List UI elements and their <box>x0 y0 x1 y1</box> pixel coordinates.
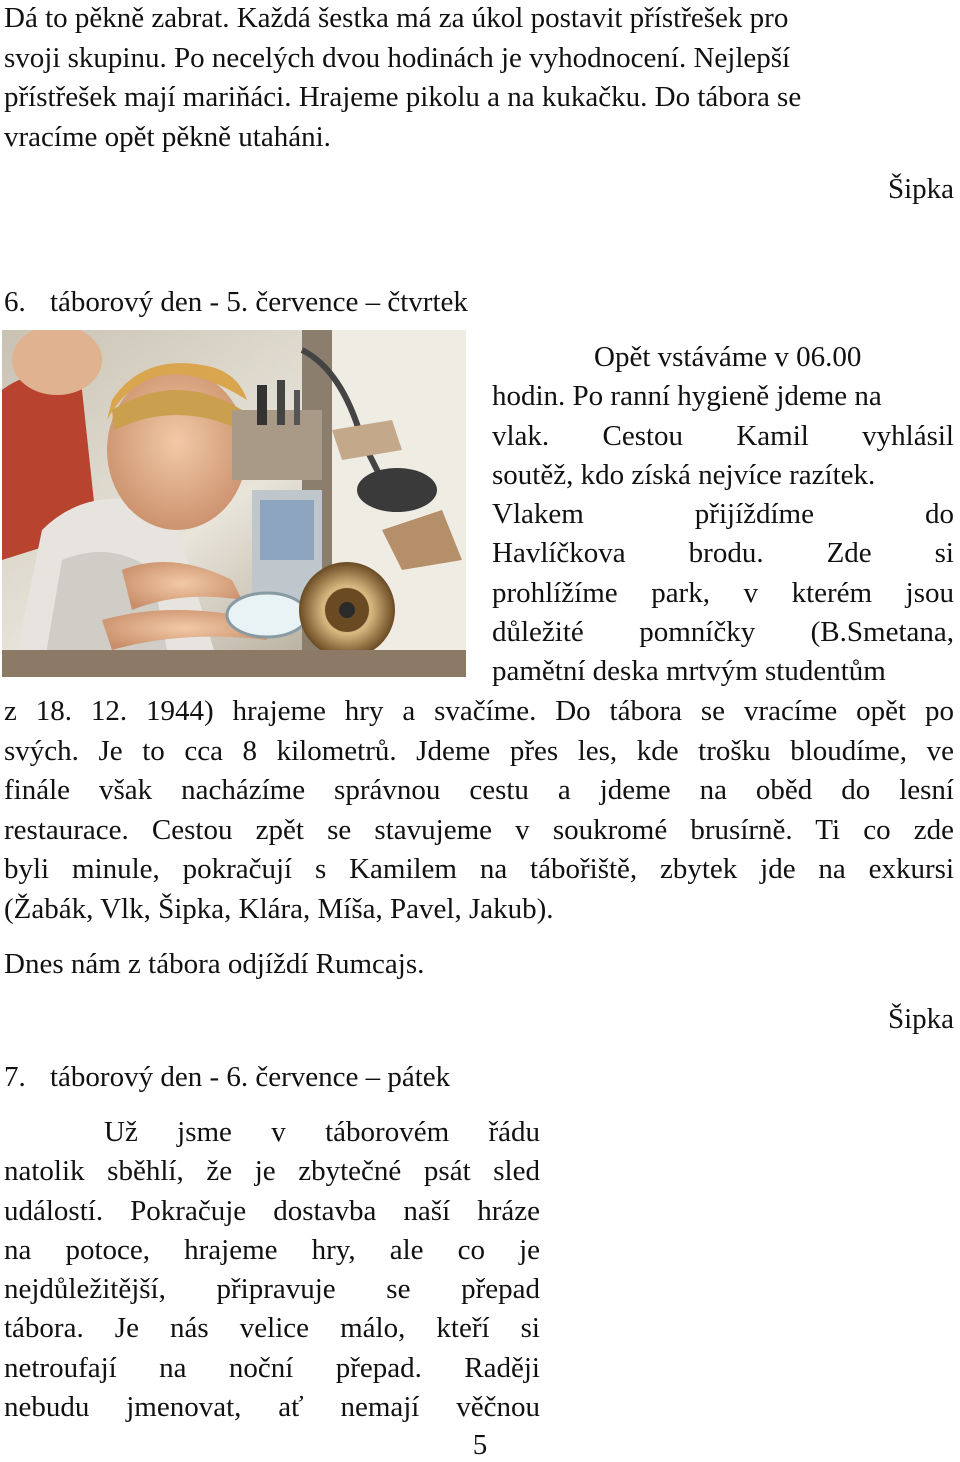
text-line: Vlakem přijíždíme do <box>492 498 954 531</box>
day6-heading <box>4 283 468 322</box>
text-line: Havlíčkova brodu. Zde si <box>492 537 954 570</box>
day6-full-paragraph <box>4 692 954 929</box>
text-line: byli minule, pokračují s Kamilem na tábořiště, zbytek jde na exkursi <box>4 853 954 885</box>
text-line: natolik sběhlí, že je zbytečné psát sled <box>4 1155 540 1188</box>
signature: Šipka <box>887 173 954 205</box>
day-number: 7. <box>4 1061 26 1093</box>
signature: Šipka <box>887 1003 954 1035</box>
boy-at-grinding-wheel-photo <box>2 330 466 677</box>
text-line: vracíme opět pěkně utaháni. <box>4 120 331 153</box>
text-line: Už jsme v táborovém řádu <box>104 1116 540 1148</box>
text-line: tábora. Je nás velice málo, kteří si <box>4 1312 540 1345</box>
day-number: 6. <box>4 286 26 318</box>
text-line: událostí. Pokračuje dostavba naší hráze <box>4 1194 540 1227</box>
text-line: svých. Je to cca 8 kilometrů. Jdeme přes les, kde trošku bloudíme, ve <box>4 734 954 767</box>
text-line: finále však nacházíme správnou cestu a jdeme na oběd do lesní <box>4 774 954 806</box>
text-line: Opět vstáváme v 06.00 <box>594 341 862 373</box>
text-line: soutěž, kdo získá nejvíce razítek. <box>492 458 876 491</box>
day-title: táborový den - 6. července – pátek <box>50 1061 451 1093</box>
text-line: restaurace. Cestou zpět se stavujeme v soukromé brusírně. Ti co zde <box>4 813 954 846</box>
text-line: vlak. Cestou Kamil vyhlásil <box>492 419 954 452</box>
text-line: hodin. Po ranní hygieně jdeme na <box>492 380 882 413</box>
text-line: přístřešek mají mariňáci. Hrajeme pikolu a na kukačku. Do tábora se <box>4 81 802 113</box>
day6-side-paragraph <box>492 338 954 692</box>
text-line: netroufají na noční přepad. Raději <box>4 1351 540 1384</box>
intro-paragraph <box>4 0 954 157</box>
day7-paragraph <box>4 1113 540 1427</box>
text-line: prohlížíme park, v kterém jsou <box>492 576 954 609</box>
text-line: svoji skupinu. Po necelých dvou hodinách je vyhodnocení. Nejlepší <box>4 41 791 74</box>
text-line: na potoce, hrajeme hry, ale co je <box>4 1233 540 1266</box>
text-line: nejdůležitější, připravuje se přepad <box>4 1273 540 1306</box>
day6-closing: Dnes nám z tábora odjíždí Rumcajs. <box>4 948 425 980</box>
text-line: pamětní deska mrtvým studentům <box>492 655 886 688</box>
text-line: Dá to pěkně zabrat. Každá šestka má za úkol postavit přístřešek pro <box>4 2 789 34</box>
day7-heading <box>4 1058 450 1097</box>
text-line: důležité pomníčky (B.Smetana, <box>492 616 954 649</box>
text-line: z 18. 12. 1944) hrajeme hry a svačíme. Do tábora se vracíme opět po <box>4 695 954 727</box>
page-number: 5 <box>472 1429 488 1461</box>
text-line: nebudu jmenovat, ať nemají věčnou <box>4 1391 540 1424</box>
text-line: (Žabák, Vlk, Šipka, Klára, Míša, Pavel, Jakub). <box>4 892 554 925</box>
day-title: táborový den - 5. července – čtvrtek <box>50 286 468 318</box>
